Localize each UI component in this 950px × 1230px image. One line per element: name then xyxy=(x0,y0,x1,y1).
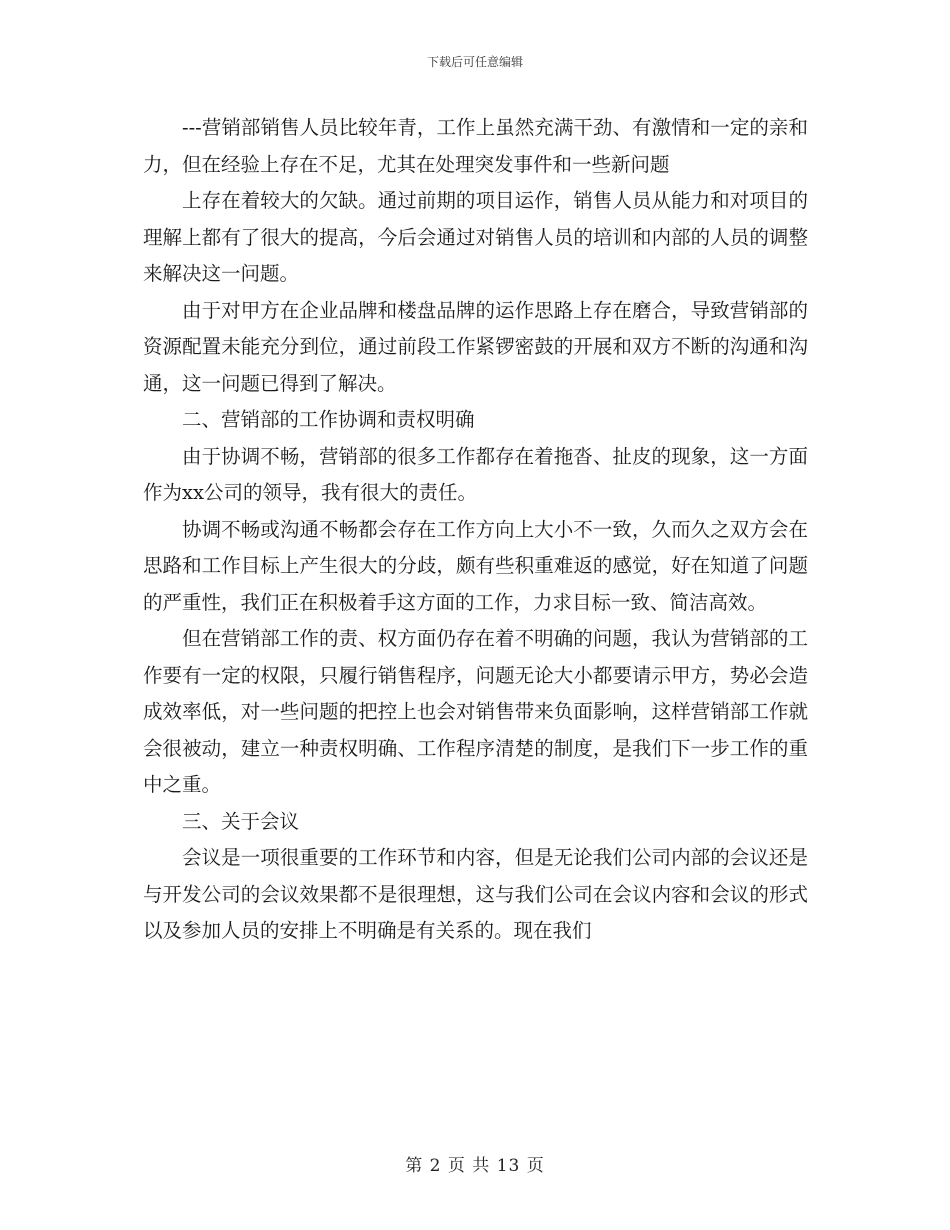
paragraph-3: 由于对甲方在企业品牌和楼盘品牌的运作思路上存在磨合，导致营销部的资源配置未能充分到位，通过前段工作紧锣密鼓的开展和双方不断的沟通和沟通，这一问题已得到了解决。 xyxy=(143,298,808,395)
paragraph-5: 协调不畅或沟通不畅都会存在工作方向上大小不一致，久而久之双方会在思路和工作目标上产生很大的分歧，颇有些积重难返的感觉，好在知道了问题的严重性，我们正在积极着手这方面的工作，力求目标一致、简洁高效。 xyxy=(143,517,808,614)
page-number: 第 2 页 共 13 页 xyxy=(405,1156,545,1176)
section-heading-2: 二、营销部的工作协调和责权明确 xyxy=(182,408,475,431)
paragraph-4: 由于协调不畅，营销部的很多工作都存在着拖沓、扯皮的现象，这一方面作为xx公司的领导，我有很大的责任。 xyxy=(143,444,808,504)
paragraph-1: ---营销部销售人员比较年青，工作上虽然充满干劲、有激情和一定的亲和力，但在经验上存在不足，尤其在处理突发事件和一些新问题 xyxy=(143,116,808,176)
paragraph-2: 上存在着较大的欠缺。通过前期的项目运作，销售人员从能力和对项目的理解上都有了很大的提高，今后会通过对销售人员的培训和内部的人员的调整来解决这一问题。 xyxy=(143,189,808,285)
section-heading-3: 三、关于会议 xyxy=(182,809,300,833)
paragraph-6: 但在营销部工作的责、权方面仍存在着不明确的问题，我认为营销部的工作要有一定的权限，只履行销售程序，问题无论大小都要请示甲方，势必会造成效率低，对一些问题的把控上也会对销售带来负面影响，这样营销部工作就会很被动，建立一种责权明确、工作程序清楚的制度，是我们下一步工作的重中之重。 xyxy=(143,627,808,796)
page-header: 下载后可任意编辑 xyxy=(426,55,523,69)
paragraph-7: 会议是一项很重要的工作环节和内容，但是无论我们公司内部的会议还是与开发公司的会议效果都不是很理想，这与我们公司在会议内容和会议的形式以及参加人员的安排上不明确是有关系的。现在我们 xyxy=(143,846,808,942)
document-body xyxy=(143,110,808,950)
